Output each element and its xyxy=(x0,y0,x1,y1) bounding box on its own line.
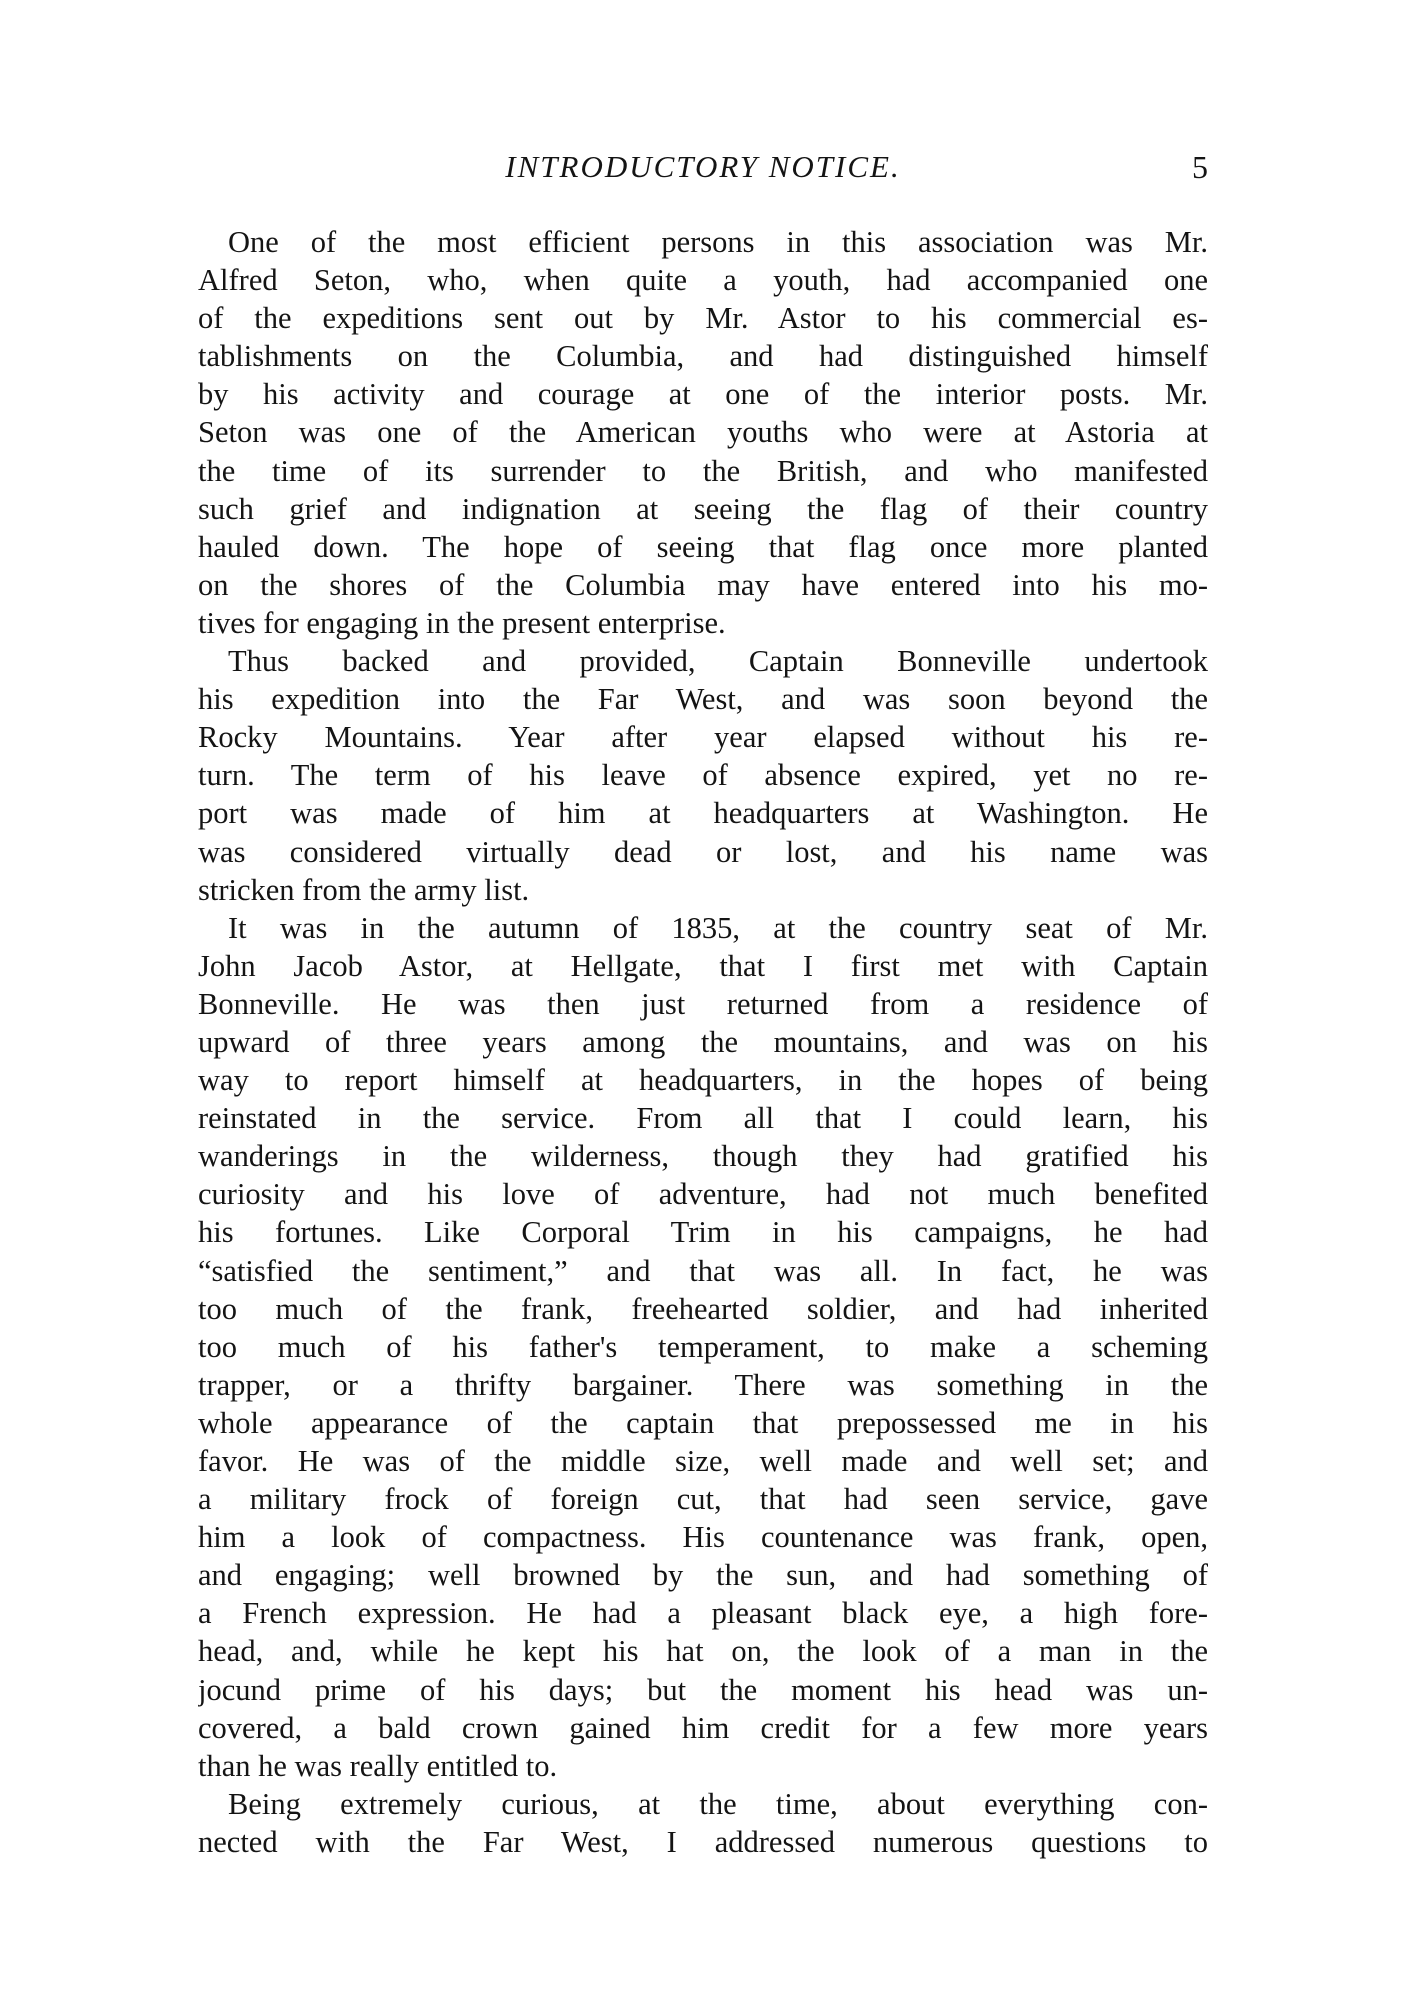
text-line: nected with the Far West, I addressed numerous questions to xyxy=(198,1824,1208,1859)
text-line: by his activity and courage at one of the interior posts. Mr. xyxy=(198,377,1208,412)
text-line: him a look of compactness. His countenance was frank, open, xyxy=(198,1520,1208,1555)
text-line: Bonneville. He was then just returned from a residence of xyxy=(198,986,1208,1021)
running-head: INTRODUCTORY NOTICE. xyxy=(505,149,901,184)
text-line: Being extremely curious, at the time, about everything con- xyxy=(228,1786,1208,1821)
text-line: upward of three years among the mountains, and was on his xyxy=(198,1024,1208,1059)
page-number: 5 xyxy=(1192,149,1208,185)
text-line: the time of its surrender to the British, and who manifested xyxy=(198,453,1208,488)
text-line: his expedition into the Far West, and was soon beyond the xyxy=(198,682,1208,717)
text-line: Rocky Mountains. Year after year elapsed without his re- xyxy=(198,720,1208,755)
text-line: It was in the autumn of 1835, at the country seat of Mr. xyxy=(228,910,1208,945)
text-line: tablishments on the Columbia, and had distinguished himself xyxy=(198,339,1208,374)
paragraph-1 xyxy=(198,223,1208,642)
text-line: jocund prime of his days; but the moment his head was un- xyxy=(198,1672,1208,1707)
text-line: than he was really entitled to. xyxy=(198,1748,558,1783)
text-line: Thus backed and provided, Captain Bonneville undertook xyxy=(228,644,1208,679)
text-line: stricken from the army list. xyxy=(198,872,530,907)
body-text xyxy=(198,223,1208,1861)
text-line: on the shores of the Columbia may have entered into his mo- xyxy=(198,567,1208,602)
text-line: too much of his father's temperament, to make a scheming xyxy=(198,1329,1208,1364)
text-line: reinstated in the service. From all that I could learn, his xyxy=(198,1101,1208,1136)
text-line: John Jacob Astor, at Hellgate, that I first met with Captain xyxy=(198,948,1208,983)
text-line: too much of the frank, freehearted soldier, and had inherited xyxy=(198,1291,1208,1326)
paragraph-4 xyxy=(198,1785,1208,1861)
text-line: of the expeditions sent out by Mr. Astor to his commercial es- xyxy=(198,301,1208,336)
text-line: covered, a bald crown gained him credit for a few more years xyxy=(198,1710,1208,1745)
text-line: and engaging; well browned by the sun, and had something of xyxy=(198,1558,1208,1593)
text-line: turn. The term of his leave of absence expired, yet no re- xyxy=(198,758,1208,793)
text-line: a military frock of foreign cut, that had seen service, gave xyxy=(198,1482,1208,1517)
text-line: Alfred Seton, who, when quite a youth, had accompanied one xyxy=(198,263,1208,298)
text-line: “satisfied the sentiment,” and that was all. In fact, he was xyxy=(198,1253,1208,1288)
text-line: hauled down. The hope of seeing that flag once more planted xyxy=(198,529,1208,564)
text-line: head, and, while he kept his hat on, the look of a man in the xyxy=(198,1634,1208,1669)
text-line: tives for engaging in the present enterprise. xyxy=(198,605,726,640)
text-line: port was made of him at headquarters at Washington. He xyxy=(198,796,1208,831)
text-line: One of the most efficient persons in this association was Mr. xyxy=(228,225,1208,259)
text-line: trapper, or a thrifty bargainer. There was something in the xyxy=(198,1367,1208,1402)
text-line: favor. He was of the middle size, well made and well set; and xyxy=(198,1444,1208,1478)
text-line: whole appearance of the captain that prepossessed me in his xyxy=(198,1405,1208,1440)
text-line: such grief and indignation at seeing the flag of their country xyxy=(198,491,1208,526)
text-line: wanderings in the wilderness, though they had gratified his xyxy=(198,1139,1208,1174)
text-line: way to report himself at headquarters, in the hopes of being xyxy=(198,1063,1208,1098)
paragraph-3 xyxy=(198,909,1208,1785)
text-line: curiosity and his love of adventure, had not much benefited xyxy=(198,1177,1208,1212)
text-line: his fortunes. Like Corporal Trim in his campaigns, he had xyxy=(198,1215,1208,1250)
text-line: a French expression. He had a pleasant black eye, a high fore- xyxy=(198,1596,1208,1631)
paragraph-2 xyxy=(198,642,1208,909)
page-header xyxy=(198,145,1208,195)
text-line: was considered virtually dead or lost, and his name was xyxy=(198,834,1208,869)
text-line: Seton was one of the American youths who were at Astoria at xyxy=(198,415,1208,450)
